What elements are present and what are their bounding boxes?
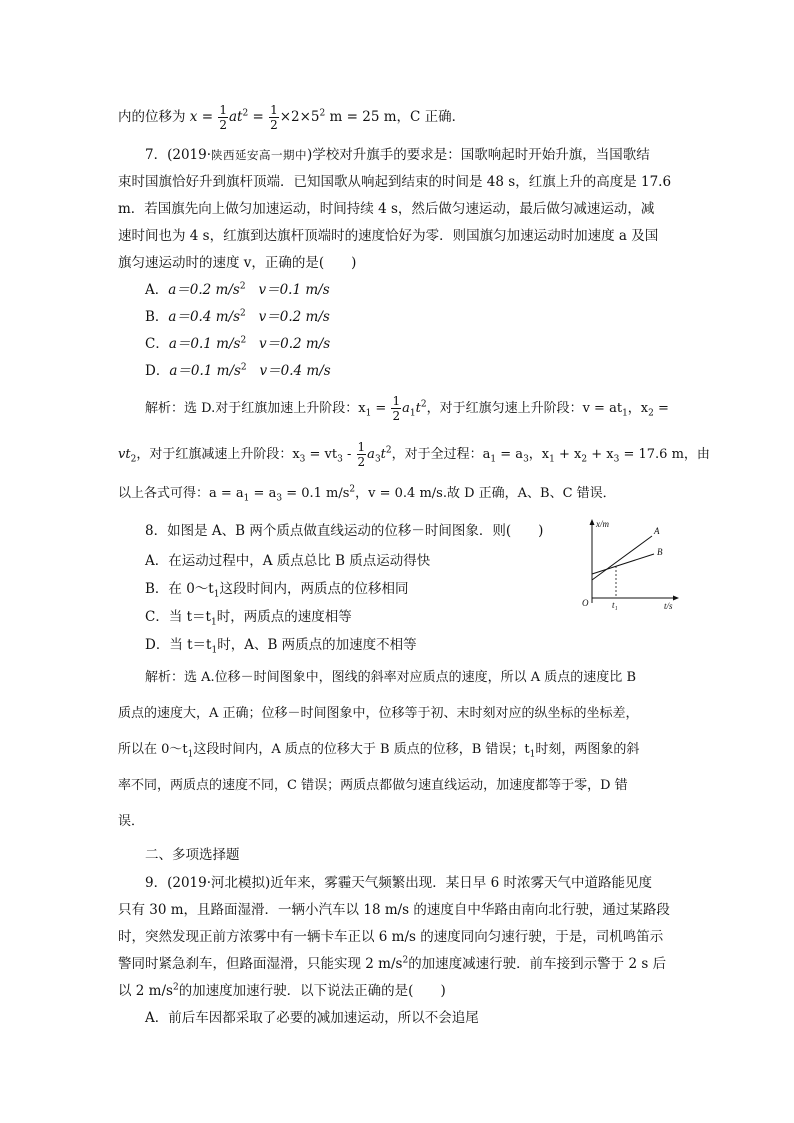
analysis-text: a bbox=[402, 401, 410, 416]
superscript: 2 bbox=[240, 362, 247, 373]
fraction bbox=[391, 394, 401, 423]
expr-result: m = 25 m，C 正确． bbox=[325, 109, 466, 125]
option-v-value: v＝0.2 m/s bbox=[259, 336, 331, 352]
subscript: 1 bbox=[243, 493, 250, 504]
q7-analysis-line2 bbox=[118, 440, 710, 470]
prev-answer-x: x = bbox=[189, 109, 218, 125]
superscript: 2 bbox=[240, 308, 246, 319]
superscript: 2 bbox=[240, 335, 247, 346]
fraction-num: 1 bbox=[392, 394, 401, 408]
q7-analysis-line3 bbox=[118, 484, 616, 504]
analysis-text: vt bbox=[118, 447, 131, 462]
superscript: 2 bbox=[402, 955, 409, 966]
equals: = bbox=[248, 109, 269, 125]
subscript: 1 bbox=[549, 454, 555, 465]
option-text: 时，A、B 两质点的加速度不相等 bbox=[217, 637, 417, 653]
subscript: 3 bbox=[276, 493, 283, 504]
superscript: 2 bbox=[172, 982, 179, 993]
analysis-text: t bbox=[380, 447, 386, 462]
q7-option-d[interactable] bbox=[145, 361, 331, 381]
analysis-text: 时刻，两图象的斜 bbox=[535, 742, 640, 757]
fraction-num: 1 bbox=[219, 103, 227, 117]
q8-option-b[interactable] bbox=[145, 579, 408, 599]
line-b-label: B bbox=[657, 547, 663, 557]
option-a-value: a＝0.1 m/s bbox=[168, 336, 241, 352]
subscript: 1 bbox=[529, 749, 536, 760]
subscript: 3 bbox=[299, 454, 306, 465]
fraction bbox=[269, 103, 279, 132]
fraction bbox=[218, 103, 228, 132]
q8-option-a[interactable]: A．在运动过程中，A 质点总比 B 质点运动得快 bbox=[145, 553, 431, 569]
analysis-text: ，对于全过程：a bbox=[391, 447, 491, 462]
x-axis-arrow bbox=[673, 596, 679, 601]
analysis-text: = a bbox=[496, 447, 524, 462]
q9-line2: 只有 30 m，且路面湿滑．一辆小汽车以 18 m/s 的速度自中华路由南向北行驶，通过某路段 bbox=[118, 902, 670, 918]
fraction-den: 2 bbox=[357, 455, 366, 469]
subscript: 1 bbox=[622, 408, 628, 419]
option-a-value: a＝0.2 m/s bbox=[168, 282, 240, 298]
analysis-text: a bbox=[367, 447, 375, 462]
subscript: 1 bbox=[210, 617, 217, 628]
line-a-label: A bbox=[654, 526, 660, 536]
fraction-den: 2 bbox=[270, 118, 278, 132]
superscript: 2 bbox=[242, 108, 249, 119]
analysis-text: t bbox=[415, 401, 421, 416]
fraction-num: 1 bbox=[270, 103, 278, 117]
analysis-text: = vt bbox=[305, 447, 338, 462]
x-axis-label: t/s bbox=[664, 601, 673, 610]
q9-text: 的加速度减速行驶．前车接到示警于 2 s 后 bbox=[408, 956, 667, 972]
superscript: 2 bbox=[319, 108, 326, 119]
q9-line4 bbox=[118, 954, 666, 974]
q7-analysis-line1 bbox=[145, 394, 669, 424]
superscript: 2 bbox=[239, 281, 246, 292]
analysis-text: 解析：选 D.对于红旗加速上升阶段：x bbox=[145, 401, 366, 416]
option-v-value: v＝0.2 m/s bbox=[258, 309, 330, 325]
q9-number: 9．(2019· bbox=[145, 875, 212, 891]
q7-line5: 旗匀速运动时的速度 v，正确的是( ) bbox=[118, 255, 357, 271]
q8-analysis-line1: 解析：选 A.位移－时间图象中，图线的斜率对应质点的速度，所以 A 质点的速度比 B bbox=[145, 670, 636, 685]
fraction-den: 2 bbox=[392, 409, 401, 423]
q7-number: 7．(2019· bbox=[145, 147, 212, 163]
q9-text: 以 2 m/s bbox=[118, 983, 173, 999]
q9-option-a[interactable]: A．前后车因都采取了必要的减加速运动，所以不会追尾 bbox=[145, 1010, 479, 1026]
origin-label: O bbox=[582, 598, 589, 608]
q7-line2: 束时国旗恰好升到旗杆顶端．已知国歌从响起到结束的时间是 48 s，红旗上升的高度是 17.6 bbox=[118, 174, 672, 190]
q7-line1 bbox=[145, 145, 650, 165]
q9-text: )近年来，雾霾天气频繁出现．某日早 6 时浓雾天气中道路能见度 bbox=[265, 875, 652, 891]
analysis-text: ，对于红旗匀速上升阶段：v = at bbox=[426, 401, 623, 416]
superscript: 2 bbox=[385, 445, 392, 456]
analysis-text: + x bbox=[554, 447, 582, 462]
analysis-text: - bbox=[342, 447, 356, 462]
superscript: 2 bbox=[349, 484, 356, 495]
option-text: B．在 0～t bbox=[145, 581, 214, 597]
option-label: D． bbox=[145, 363, 170, 379]
analysis-text: ，x bbox=[528, 447, 550, 462]
fraction-num: 1 bbox=[357, 440, 366, 454]
superscript: 2 bbox=[420, 399, 427, 410]
option-label: C． bbox=[145, 336, 169, 352]
q8-analysis-line3 bbox=[118, 740, 639, 760]
option-text: C．当 t＝t bbox=[145, 609, 211, 625]
analysis-text: 这段时间内，A 质点的位移大于 B 质点的位移，B 错误；t bbox=[193, 742, 530, 757]
option-text: 时，两质点的速度相等 bbox=[216, 609, 352, 625]
q7-line3: m．若国旗先向上做匀加速运动，时间持续 4 s，然后做匀速运动，最后做匀减速运动，减 bbox=[118, 201, 655, 217]
option-a-value: a＝0.1 m/s bbox=[169, 363, 241, 379]
analysis-text: = 0.1 m/s bbox=[282, 486, 350, 501]
analysis-text: 所以在 0～t bbox=[118, 742, 188, 757]
y-axis-label: x/m bbox=[596, 519, 609, 529]
prev-answer-line bbox=[118, 102, 465, 132]
option-a-value: a＝0.4 m/s bbox=[168, 309, 241, 325]
q7-option-c[interactable] bbox=[145, 334, 330, 354]
q9-source: 河北模拟 bbox=[211, 875, 266, 891]
expr-product: ×2×5 bbox=[279, 109, 320, 125]
analysis-text: ，v = 0.4 m/s.故 D 正确，A、B、C 错误． bbox=[355, 486, 616, 501]
option-text: 这段时间内，两质点的位移相同 bbox=[219, 581, 409, 597]
q7-source: 陕西延安高一期中 bbox=[211, 148, 308, 162]
subscript: 2 bbox=[581, 454, 588, 465]
analysis-text: = 17.6 m，由 bbox=[619, 447, 710, 462]
subscript: 3 bbox=[337, 454, 343, 465]
option-v-value: v＝0.1 m/s bbox=[258, 282, 330, 298]
section-title: 二、多项选择题 bbox=[145, 847, 240, 863]
q7-option-b[interactable] bbox=[145, 307, 330, 327]
q7-text: )学校对升旗手的要求是：国歌响起时开始升旗，当国歌结 bbox=[307, 147, 650, 163]
fraction bbox=[357, 440, 367, 469]
subscript: 1 bbox=[187, 749, 194, 760]
analysis-text: 以上各式可得：a = a bbox=[118, 486, 244, 501]
analysis-text: ，对于红旗减速上升阶段：x bbox=[136, 447, 300, 462]
q7-line4: 速时间也为 4 s，红旗到达旗杆顶端时的速度恰好为零．则国旗匀加速运动时加速度 a 及国 bbox=[118, 228, 659, 244]
y-axis-arrow bbox=[590, 519, 595, 525]
option-label: A． bbox=[145, 282, 169, 298]
q9-line1 bbox=[145, 873, 652, 893]
fraction-den: 2 bbox=[219, 118, 227, 132]
q8-option-c[interactable] bbox=[145, 607, 352, 627]
option-label: B． bbox=[145, 309, 169, 325]
subscript: 3 bbox=[523, 454, 529, 465]
subscript: 1 bbox=[365, 408, 372, 419]
subscript: 3 bbox=[613, 454, 620, 465]
subscript: 1 bbox=[490, 454, 497, 465]
q7-option-a[interactable] bbox=[145, 280, 330, 300]
q9-line3: 时，突然发现正前方浓雾中有一辆卡车正以 6 m/s 的速度同向匀速行驶，于是，司机鸣笛示 bbox=[118, 929, 664, 945]
q9-text: 的加速度加速行驶．以下说法正确的是( ) bbox=[178, 983, 446, 999]
analysis-text: = bbox=[371, 401, 391, 416]
subscript: 1 bbox=[211, 645, 218, 656]
option-text: D．当 t＝t bbox=[145, 637, 212, 653]
analysis-text: = a bbox=[249, 486, 277, 501]
q8-stem: 8．如图是 A、B 两个质点做直线运动的位移－时间图象．则( ) bbox=[145, 523, 544, 539]
t1-label: t₁ bbox=[612, 600, 618, 610]
expr-at: at bbox=[228, 109, 243, 125]
q8-analysis-line4: 率不同，两质点的速度不同，C 错误；两质点都做匀速直线运动，加速度都等于零，D 错 bbox=[118, 778, 628, 793]
subscript: 2 bbox=[130, 454, 137, 465]
xt-graph bbox=[572, 518, 680, 610]
q9-text: 警同时紧急刹车，但路面湿滑，只能实现 2 m/s bbox=[118, 956, 403, 972]
prev-answer-prefix: 内的位移为 bbox=[118, 109, 190, 125]
subscript: 1 bbox=[213, 589, 220, 600]
q8-option-d[interactable] bbox=[145, 635, 417, 655]
analysis-text: = bbox=[653, 401, 669, 416]
q9-line5 bbox=[118, 981, 446, 1001]
subscript: 2 bbox=[648, 408, 654, 419]
analysis-text: ，x bbox=[627, 401, 649, 416]
subscript: 1 bbox=[409, 408, 416, 419]
q8-analysis-line2: 质点的速度大，A 正确；位移－时间图象中，位移等于初、末时刻对应的纵坐标的坐标差， bbox=[118, 706, 639, 721]
subscript: 3 bbox=[374, 454, 381, 465]
analysis-text: + x bbox=[587, 447, 614, 462]
option-v-value: v＝0.4 m/s bbox=[259, 363, 331, 379]
q8-analysis-line5: 误． bbox=[118, 814, 145, 829]
